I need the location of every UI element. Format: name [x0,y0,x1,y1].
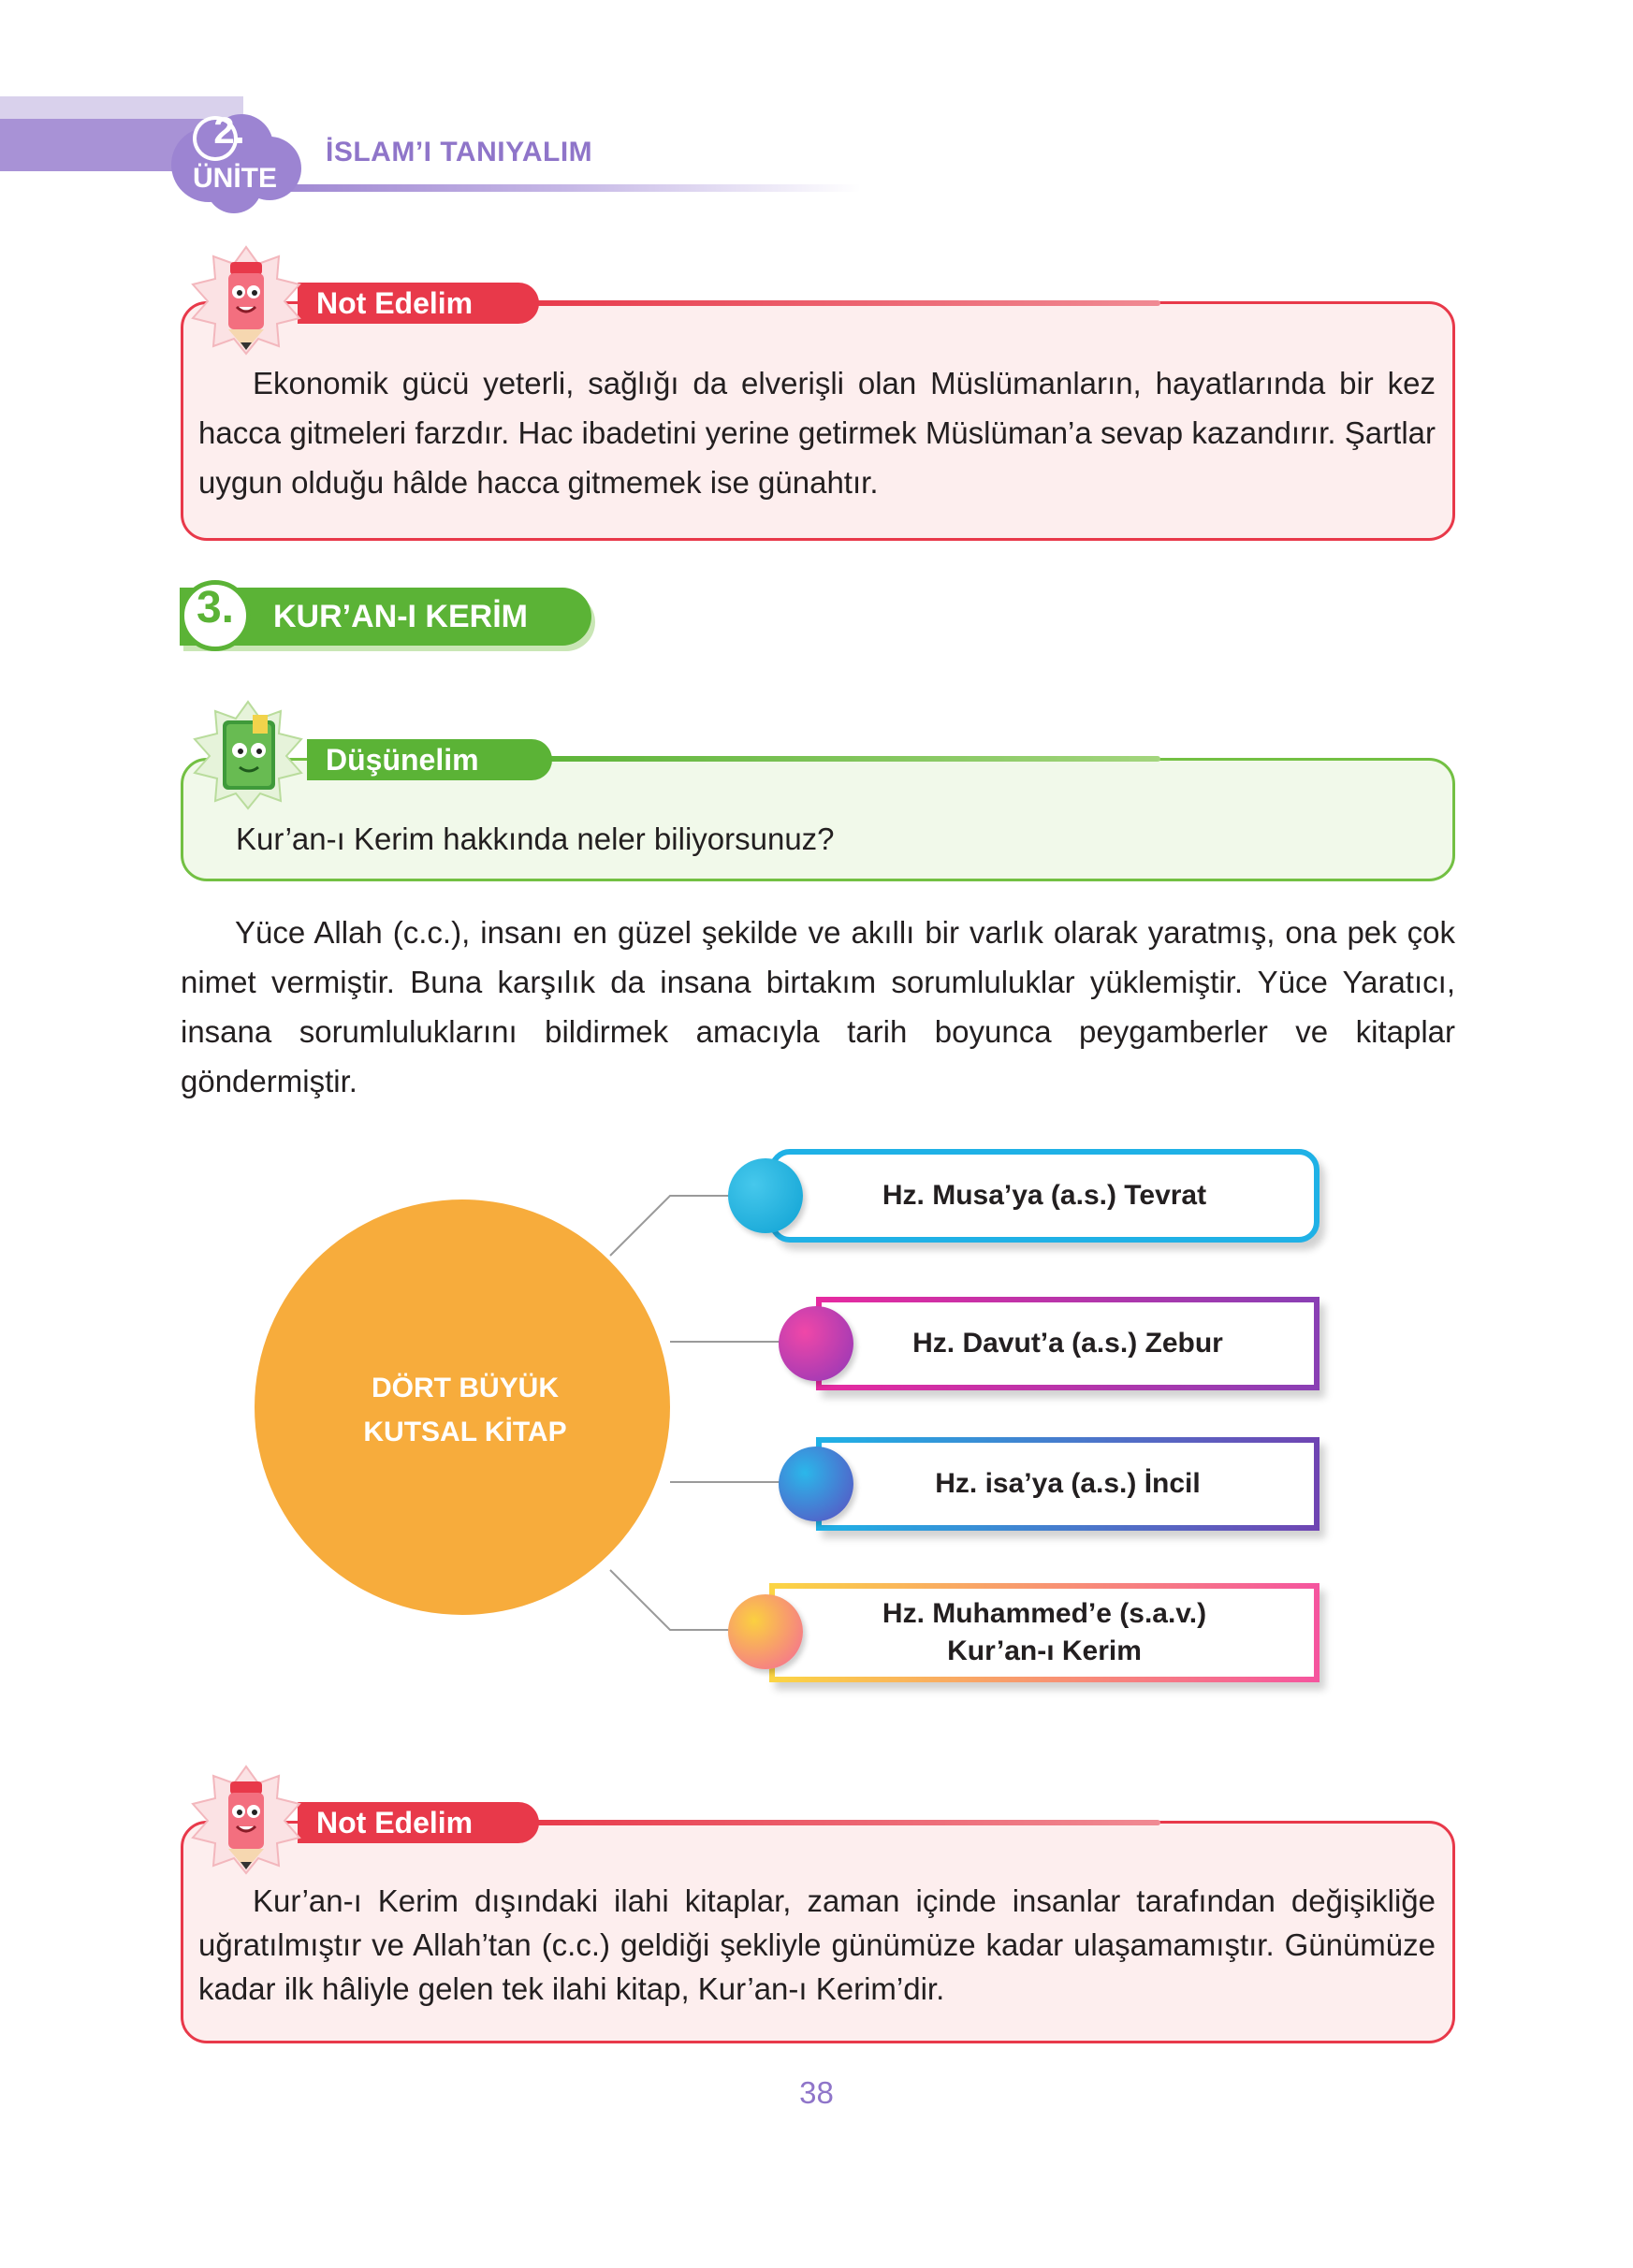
diagram-center-line2: KUTSAL KİTAP [363,1417,567,1447]
section-title: KUR’AN-I KERİM [273,599,528,634]
book-label: Hz. Davut’a (a.s.) Zebur [912,1328,1223,1359]
think-question: Kur’an-ı Kerim hakkında neler biliyorsunuz? [236,821,835,856]
book-dot [779,1306,853,1381]
book-dot [728,1158,803,1233]
unit-number: 2. [213,110,245,152]
note-stripe [524,1820,1160,1825]
book-card-zebur [816,1297,1320,1390]
note-text: Kur’an-ı Kerim dışındaki ilahi kitaplar, zaman içinde insanlar tarafından değişikliğe uğratılmıştır ve Allah’tan (c.c.) geldiği şekliyle günümüze kadar ulaşamamıştır. Günümüze kadar ilk hâliyle gelen tek ilahi kitap, Kur’an-ı Kerim’dir. [198,1883,1436,2006]
diagram-center-line1: DÖRT BÜYÜK [372,1373,559,1403]
book-label: Hz. isa’ya (a.s.) İncil [935,1468,1201,1499]
page-number: 38 [799,2075,834,2110]
book-card-tevrat [769,1149,1320,1243]
note-text: Ekonomik gücü yeterli, sağlığı da elverişli olan Müslümanların, hayatlarında bir kez hacca gitmeleri farzdır. Hac ibadetini yerine getirmek Müslüman’a sevap kazandırır. Şartlar uygun olduğu hâlde hacca gitmemek ise günahtır. [198,366,1436,500]
note-label: Not Edelim [298,1802,539,1843]
book-label-line2: Kur’an-ı Kerim [947,1636,1142,1666]
body-paragraph: Yüce Allah (c.c.), insanı en güzel şekilde ve akıllı bir varlık olarak yaratmış, ona pek çok nimet vermiştir. Buna karşılık da insana birtakım sorumluluklar yüklemiştir. Yüce Yaratıcı, insana sorumluluklarını bildirmek amacıyla tarih boyunca peygamberler ve kitaplar göndermiştir. [181,915,1455,1098]
think-label: Düşünelim [307,739,552,780]
book-label: Hz. Musa’ya (a.s.) Tevrat [882,1180,1207,1211]
book-card-kuran [769,1583,1320,1682]
unit-title: İSLAM’I TANIYALIM [326,137,593,167]
pencil-mascot-icon [185,1765,307,1875]
section-number: 3. [196,583,235,632]
book-card-incil [816,1437,1320,1531]
note-label: Not Edelim [298,283,539,324]
book-dot [779,1447,853,1521]
diagram-center-label [329,1366,601,1454]
unit-label: ÜNİTE [193,163,277,194]
book-label: Hz. Muhammed’e (s.a.v.) [882,1598,1207,1629]
book-dot [728,1594,803,1669]
